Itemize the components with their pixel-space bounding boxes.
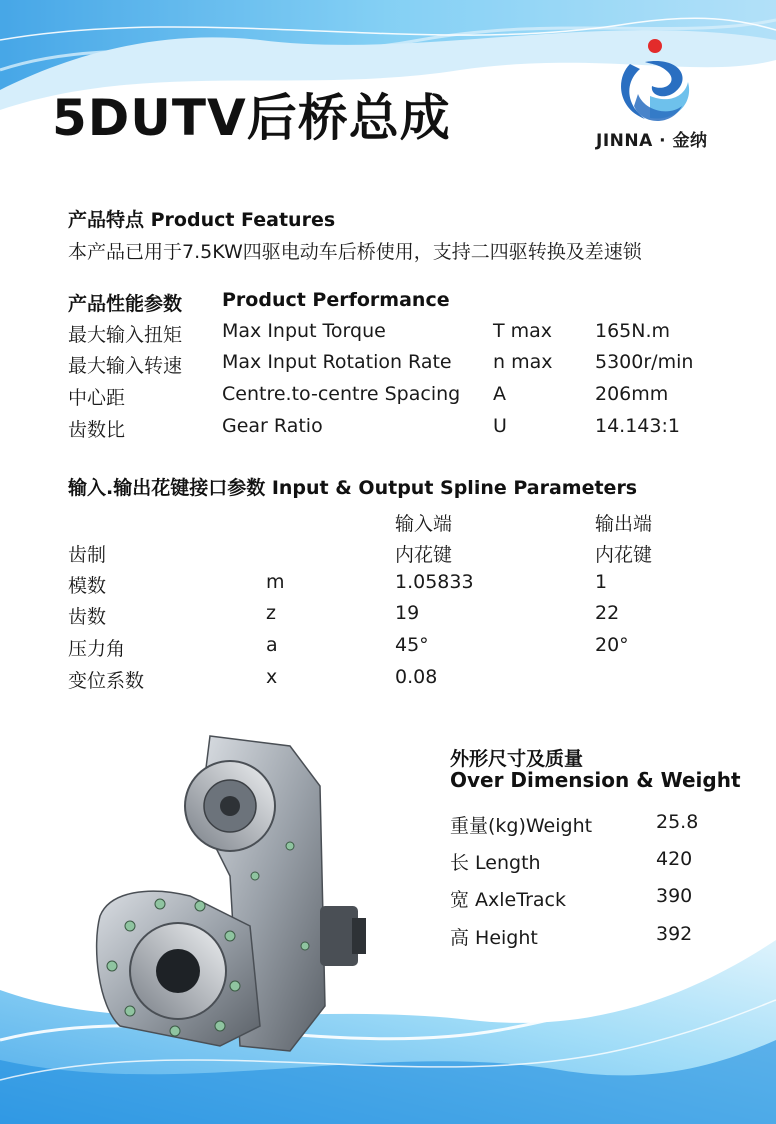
spline-col-input: 输入端 <box>395 513 453 535</box>
dimension-value: 392 <box>656 923 693 945</box>
perf-value: 14.143:1 <box>595 415 680 437</box>
spline-name: 齿数 <box>68 606 107 628</box>
spline-name: 齿制 <box>68 544 107 566</box>
spline-output: 22 <box>595 602 620 624</box>
spline-symbol: a <box>266 634 278 656</box>
spline-col-output: 输出端 <box>595 513 653 535</box>
perf-symbol: T max <box>493 320 553 342</box>
perf-value: 165N.m <box>595 320 671 342</box>
spline-symbol: m <box>266 571 285 593</box>
spline-heading: 输入.输出花键接口参数 Input & Output Spline Parameters <box>68 477 638 499</box>
perf-cn: 最大输入转速 <box>68 355 183 377</box>
spline-input: 45° <box>395 634 429 656</box>
spline-name: 模数 <box>68 575 107 597</box>
spline-row <box>0 666 776 696</box>
dimension-label: 高 Height <box>450 927 538 949</box>
spline-row <box>0 634 776 664</box>
perf-symbol: A <box>493 383 506 405</box>
performance-row <box>0 383 776 413</box>
spline-output: 20° <box>595 634 629 656</box>
dimension-heading-en: Over Dimension & Weight <box>450 768 741 792</box>
features-heading: 产品特点 Product Features <box>68 209 336 231</box>
spline-symbol: z <box>266 602 276 624</box>
performance-heading-cn: 产品性能参数 <box>68 293 183 315</box>
spline-input: 19 <box>395 602 420 624</box>
logo-text: JINNA · 金纳 <box>596 131 708 151</box>
spline-header-row <box>0 509 776 539</box>
perf-value: 206mm <box>595 383 669 405</box>
spline-input: 内花键 <box>395 544 453 566</box>
perf-en: Centre.to-centre Spacing <box>222 383 461 405</box>
perf-cn: 最大输入扭矩 <box>68 324 183 346</box>
performance-row <box>0 351 776 381</box>
dimension-row <box>0 811 776 841</box>
dimension-label: 长 Length <box>450 852 541 874</box>
spline-input: 0.08 <box>395 666 438 688</box>
performance-row <box>0 415 776 445</box>
spline-name: 变位系数 <box>68 670 145 692</box>
dimension-value: 420 <box>656 848 693 870</box>
spline-input: 1.05833 <box>395 571 474 593</box>
perf-symbol: n max <box>493 351 553 373</box>
perf-cn: 中心距 <box>68 387 126 409</box>
performance-row <box>0 320 776 350</box>
spline-output: 1 <box>595 571 608 593</box>
spline-row <box>0 571 776 601</box>
spline-name: 压力角 <box>68 638 126 660</box>
perf-en: Max Input Torque <box>222 320 386 342</box>
dimension-label: 重量(kg)Weight <box>450 815 593 837</box>
spline-row <box>0 602 776 632</box>
perf-en: Gear Ratio <box>222 415 323 437</box>
dimension-label: 宽 AxleTrack <box>450 889 566 911</box>
perf-symbol: U <box>493 415 507 437</box>
dimension-heading-cn: 外形尺寸及质量 <box>450 748 584 770</box>
dimension-value: 390 <box>656 885 693 907</box>
spline-symbol: x <box>266 666 278 688</box>
page-title: 5DUTV后桥总成 <box>52 89 451 147</box>
spline-row <box>0 540 776 570</box>
spline-output: 内花键 <box>595 544 653 566</box>
dimension-row <box>0 848 776 878</box>
dimension-value: 25.8 <box>656 811 699 833</box>
perf-value: 5300r/min <box>595 351 694 373</box>
features-text: 本产品已用于7.5KW四驱电动车后桥使用，支持二四驱转换及差速锁 <box>68 241 642 263</box>
dimension-row <box>0 923 776 953</box>
dimension-row <box>0 885 776 915</box>
perf-en: Max Input Rotation Rate <box>222 351 452 373</box>
performance-heading-en: Product Performance <box>222 289 450 311</box>
perf-cn: 齿数比 <box>68 419 126 441</box>
